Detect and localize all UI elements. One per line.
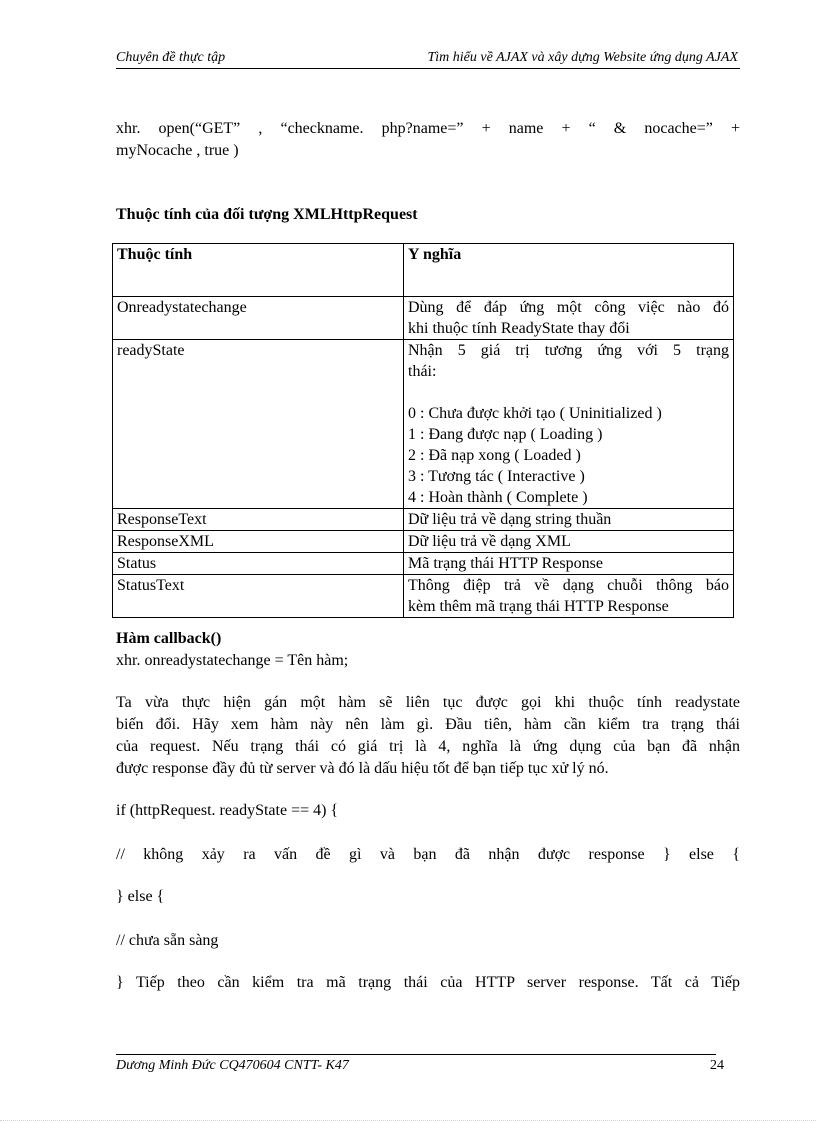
header-document-title: Tìm hiểu về AJAX và xây dựng Website ứng dụng AJAX	[427, 50, 738, 65]
table-row	[113, 509, 734, 531]
property-description: Dữ liệu trả về dạng XML	[404, 531, 734, 553]
property-description: Thông điệp trả về dạng chuỗi thông báo kèm thêm mã trạng thái HTTP Response	[404, 575, 734, 618]
header-cell-property: Thuộc tính	[113, 244, 404, 297]
header-rule	[116, 68, 740, 69]
table-row	[113, 553, 734, 575]
code-comment-line: // chưa sẵn sàng	[116, 932, 219, 949]
code-comment-line: // không xảy ra vấn đề gì và bạn đã nhận được response } else {	[116, 846, 740, 863]
callback-code: xhr. onreadystatechange = Tên hàm;	[116, 652, 349, 669]
footer-author: Dương Minh Đức CQ470604 CNTT- K47	[116, 1058, 349, 1073]
code-closing-line: } Tiếp theo cần kiểm tra mã trạng thái của HTTP server response. Tất cả Tiếp	[116, 974, 740, 991]
table-title: Thuộc tính của đối tượng XMLHttpRequest	[116, 206, 418, 223]
code-if-line: if (httpRequest. readyState == 4) {	[116, 802, 339, 819]
property-description: Dữ liệu trả về dạng string thuần	[404, 509, 734, 531]
table-row	[113, 575, 734, 618]
table-row	[113, 531, 734, 553]
property-description: Mã trạng thái HTTP Response	[404, 553, 734, 575]
table-header-row	[113, 244, 734, 297]
footer-rule	[116, 1054, 716, 1055]
page-edge	[0, 1120, 816, 1121]
header-chapter-title: Chuyên đề thực tập	[116, 50, 226, 65]
property-name: ResponseXML	[113, 531, 404, 553]
header-cell-meaning: Y nghĩa	[404, 244, 734, 297]
code-open-line-2: myNocache , true )	[116, 142, 239, 159]
property-description: Dùng để đáp ứng một công việc nào đó khi thuộc tính ReadyState thay đổi	[404, 297, 734, 340]
property-name: Onreadystatechange	[113, 297, 404, 340]
property-name: ResponseText	[113, 509, 404, 531]
property-name: Status	[113, 553, 404, 575]
code-open-line-1: xhr. open(“GET” , “checkname. php?name=” + name + “ & nocache=” +	[116, 120, 740, 137]
table-row	[113, 340, 734, 509]
paragraph-line: được response đầy đủ từ server và đó là dấu hiệu tốt để bạn tiếp tục xử lý nó.	[116, 760, 609, 777]
properties-table	[112, 243, 734, 618]
paragraph-line: biến đổi. Hãy xem hàm này nên làm gì. Đầu tiên, hàm cần kiểm tra trạng thái	[116, 716, 740, 733]
table-row	[113, 297, 734, 340]
property-name: StatusText	[113, 575, 404, 618]
code-else-line: } else {	[116, 888, 165, 905]
callback-heading: Hàm callback()	[116, 630, 222, 647]
property-description: Nhận 5 giá trị tương ứng với 5 trạng thái: 0 : Chưa được khởi tạo ( Uninitialized ) 1 : Đang được nạp ( Loading ) 2 : Đã nạp xong ( Loaded ) 3 : Tương tác ( Interactive ) 4 : Hoàn thành ( Complete )	[404, 340, 734, 509]
page-number: 24	[710, 1058, 724, 1073]
property-name: readyState	[113, 340, 404, 509]
paragraph-line: Ta vừa thực hiện gán một hàm sẽ liên tục được gọi khi thuộc tính readystate	[116, 694, 740, 711]
paragraph-line: của request. Nếu trạng thái có giá trị là 4, nghĩa là ứng dụng của bạn đã nhận	[116, 738, 740, 755]
